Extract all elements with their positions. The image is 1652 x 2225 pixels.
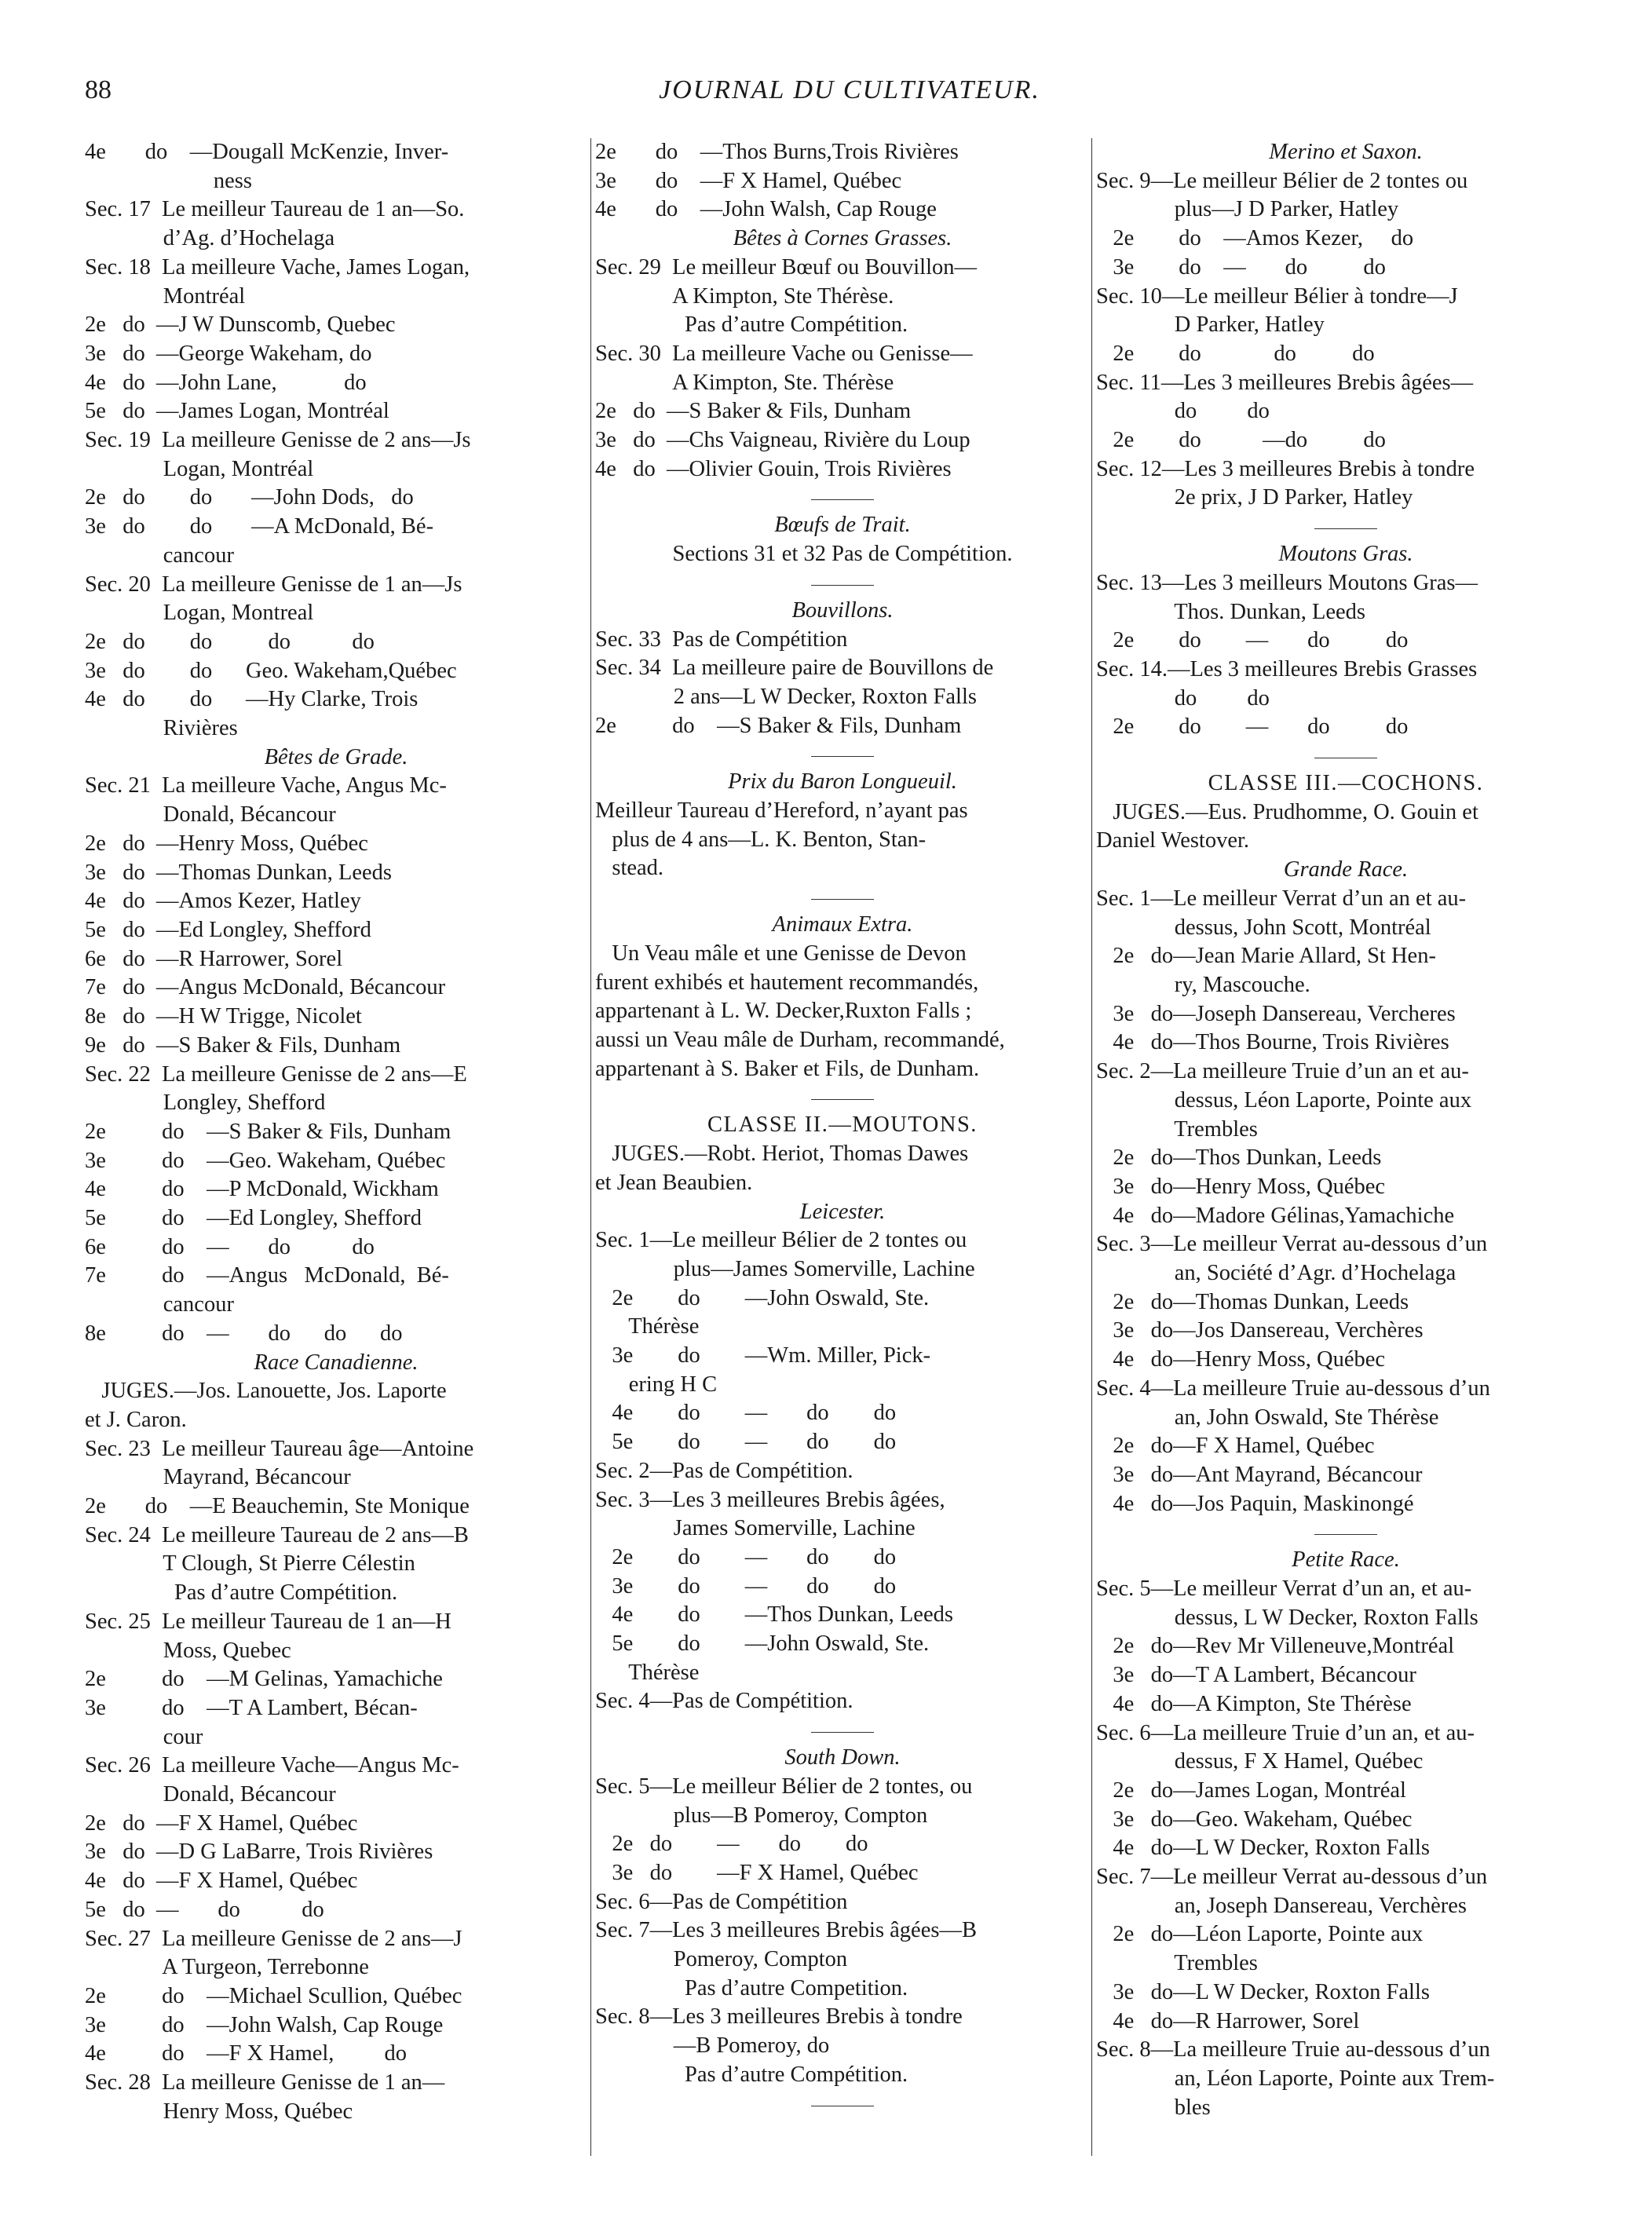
text-line: 3e do —Thomas Dunkan, Leeds bbox=[85, 860, 392, 885]
text-line: an, John Oswald, Ste Thérèse bbox=[1096, 1405, 1439, 1430]
text-line: 2 ans—L W Decker, Roxton Falls bbox=[595, 684, 977, 709]
text-line: stead. bbox=[595, 856, 664, 881]
text-line: 3e do—Henry Moss, Québec bbox=[1096, 1174, 1386, 1199]
text-line: Sec. 6—La meilleure Truie d’un an, et au- bbox=[1096, 1720, 1475, 1745]
section-heading: Race Canadienne. bbox=[254, 1350, 418, 1375]
text-line: Sec. 1—Le meilleur Bélier de 2 tontes ou bbox=[595, 1228, 967, 1253]
text-line: Sec. 11—Les 3 meilleures Brebis âgées— bbox=[1096, 370, 1474, 395]
text-line: 2e do —S Baker & Fils, Dunham bbox=[595, 399, 912, 424]
text-line: 6e do —R Harrower, Sorel bbox=[85, 946, 343, 971]
text-line: A Kimpton, Ste Thérèse. bbox=[595, 283, 894, 309]
text-line: aussi un Veau mâle de Durham, recommandé, bbox=[595, 1027, 1005, 1052]
text-line: 3e do —Wm. Miller, Pick- bbox=[595, 1343, 931, 1368]
section-heading: Petite Race. bbox=[1292, 1547, 1400, 1573]
text-line: 2e do —S Baker & Fils, Dunham bbox=[85, 1119, 451, 1144]
section-separator bbox=[1314, 528, 1377, 529]
text-line: 7e do —Angus McDonald, Bécancour bbox=[85, 975, 446, 1000]
text-line: appartenant à L. W. Decker,Ruxton Falls ; bbox=[595, 999, 972, 1024]
text-line: 3e do —F X Hamel, Québec bbox=[595, 1860, 919, 1885]
text-line: T Clough, St Pierre Célestin bbox=[85, 1551, 415, 1576]
text-line: Thos. Dunkan, Leeds bbox=[1096, 599, 1366, 624]
text-line: cancour bbox=[85, 543, 234, 568]
text-line: 8e do —H W Trigge, Nicolet bbox=[85, 1004, 362, 1029]
text-line: Sec. 4—La meilleure Truie au-dessous d’un bbox=[1096, 1376, 1490, 1401]
text-line: Daniel Westover. bbox=[1096, 828, 1250, 853]
section-heading: Bêtes à Cornes Grasses. bbox=[733, 226, 952, 251]
text-line: 2e do —F X Hamel, Québec bbox=[85, 1810, 358, 1836]
text-line: Sec. 25 Le meilleur Taureau de 1 an—H bbox=[85, 1609, 451, 1634]
text-line: Sec. 26 La meilleure Vache—Angus Mc- bbox=[85, 1753, 459, 1778]
text-line: 2e do —John Oswald, Ste. bbox=[595, 1285, 930, 1310]
text-line: Sec. 6—Pas de Compétition bbox=[595, 1889, 848, 1914]
text-line: Sec. 1—Le meilleur Verrat d’un an et au- bbox=[1096, 886, 1467, 911]
text-line: Sec. 18 La meilleure Vache, James Logan, bbox=[85, 254, 470, 279]
text-line: Moss, Quebec bbox=[85, 1638, 291, 1663]
text-line: 5e do —James Logan, Montréal bbox=[85, 399, 389, 424]
text-line: 4e do —F X Hamel, Québec bbox=[85, 1869, 358, 1894]
text-line: JUGES.—Eus. Prudhomme, O. Gouin et bbox=[1096, 799, 1478, 824]
text-line: 2e do —E Beauchemin, Ste Monique bbox=[85, 1494, 470, 1519]
text-line: 4e do — do do bbox=[595, 1401, 897, 1426]
section-heading: Bœufs de Trait. bbox=[774, 513, 911, 538]
column-right bbox=[1096, 138, 1595, 2179]
text-line: dessus, Léon Laporte, Pointe aux bbox=[1096, 1087, 1472, 1112]
section-heading: Prix du Baron Longueuil. bbox=[728, 769, 957, 795]
text-line: 2e do —do do bbox=[1096, 428, 1386, 453]
text-line: 3e do —T A Lambert, Bécan- bbox=[85, 1695, 418, 1720]
text-line: furent exhibés et hautement recommandés, bbox=[595, 970, 979, 995]
text-line: dessus, F X Hamel, Québec bbox=[1096, 1749, 1424, 1774]
text-line: cour bbox=[85, 1724, 203, 1749]
text-line: 4e do—Henry Moss, Québec bbox=[1096, 1347, 1386, 1372]
text-line: 4e do—L W Decker, Roxton Falls bbox=[1096, 1836, 1430, 1861]
text-line: Donald, Bécancour bbox=[85, 1782, 336, 1807]
text-line: Donald, Bécancour bbox=[85, 802, 336, 828]
text-line: Pas d’autre Compétition. bbox=[85, 1580, 398, 1606]
text-line: 4e do —Olivier Gouin, Trois Rivières bbox=[595, 456, 952, 481]
text-line: 3e do —D G LaBarre, Trois Rivières bbox=[85, 1840, 433, 1865]
text-line: Sec. 8—Les 3 meilleures Brebis à tondre bbox=[595, 2004, 963, 2030]
section-separator bbox=[811, 1099, 874, 1100]
text-line: 4e do—Jos Paquin, Maskinongé bbox=[1096, 1491, 1414, 1516]
text-line: bles bbox=[1096, 2095, 1211, 2120]
class-heading: CLASSE II.—MOUTONS. bbox=[707, 1112, 978, 1138]
text-line: Rivières bbox=[85, 716, 238, 741]
text-line: 2e do —S Baker & Fils, Dunham bbox=[595, 713, 962, 738]
text-line: Thérèse bbox=[595, 1314, 700, 1339]
text-line: Pas d’autre Compétition. bbox=[595, 2062, 908, 2087]
text-line: A Turgeon, Terrebonne bbox=[85, 1955, 369, 1980]
text-line: 2e do—Léon Laporte, Pointe aux bbox=[1096, 1922, 1424, 1947]
text-line: d’Ag. d’Hochelaga bbox=[85, 226, 335, 251]
text-line: 3e do—Joseph Dansereau, Vercheres bbox=[1096, 1001, 1456, 1026]
text-line: Sec. 28 La meilleure Genisse de 1 an— bbox=[85, 2070, 445, 2095]
text-line: 2e do—Thos Dunkan, Leeds bbox=[1096, 1145, 1382, 1171]
text-line: 3e do—Jos Dansereau, Verchères bbox=[1096, 1318, 1424, 1343]
text-line: 2e do — do do bbox=[1096, 714, 1409, 740]
text-line: 4e do—A Kimpton, Ste Thérèse bbox=[1096, 1691, 1412, 1716]
text-line: do do bbox=[1096, 685, 1270, 711]
text-line: 2e do—Rev Mr Villeneuve,Montréal bbox=[1096, 1634, 1455, 1659]
text-line: plus—J D Parker, Hatley bbox=[1096, 197, 1399, 222]
text-line: Sec. 8—La meilleure Truie au-dessous d’un bbox=[1096, 2037, 1490, 2062]
section-heading: Moutons Gras. bbox=[1278, 542, 1413, 567]
column-rule bbox=[590, 138, 591, 2156]
text-line: Sec. 33 Pas de Compétition bbox=[595, 627, 848, 652]
text-line: Sec. 7—Le meilleur Verrat au-dessous d’un bbox=[1096, 1865, 1488, 1890]
text-line: 4e do —Amos Kezer, Hatley bbox=[85, 889, 361, 914]
text-line: 2e do do —John Dods, do bbox=[85, 485, 414, 510]
text-line: A Kimpton, Ste. Thérèse bbox=[595, 370, 894, 395]
text-line: Sec. 5—Le meilleur Bélier de 2 tontes, ou bbox=[595, 1774, 973, 1799]
text-line: Pas d’autre Compétition. bbox=[595, 312, 908, 338]
text-line: 3e do do —A McDonald, Bé- bbox=[85, 514, 434, 539]
text-line: 2e do—James Logan, Montréal bbox=[1096, 1777, 1406, 1803]
text-line: 5e do —Ed Longley, Shefford bbox=[85, 917, 371, 942]
text-line: Sec. 3—Le meilleur Verrat au-dessous d’un bbox=[1096, 1232, 1488, 1257]
text-line: 4e do—Thos Bourne, Trois Rivières bbox=[1096, 1030, 1449, 1055]
text-line: Sec. 27 La meilleure Genisse de 2 ans—J bbox=[85, 1926, 462, 1951]
text-line: 6e do — do do bbox=[85, 1234, 375, 1259]
text-line: —B Pomeroy, do bbox=[595, 2033, 830, 2059]
text-line: Sec. 24 Le meilleure Taureau de 2 ans—B bbox=[85, 1522, 469, 1547]
text-line: James Somerville, Lachine bbox=[595, 1516, 916, 1541]
text-line: Un Veau mâle et une Genisse de Devon bbox=[595, 941, 967, 966]
section-heading: Merino et Saxon. bbox=[1269, 140, 1423, 164]
text-line: cancour bbox=[85, 1292, 234, 1317]
text-line: 5e do —Ed Longley, Shefford bbox=[85, 1206, 422, 1231]
text-line: 2e prix, J D Parker, Hatley bbox=[1096, 485, 1413, 510]
column-rule bbox=[1091, 138, 1092, 2156]
text-line: ry, Mascouche. bbox=[1096, 972, 1310, 997]
text-line: an, Société d’Agr. d’Hochelaga bbox=[1096, 1261, 1456, 1286]
text-line: Sec. 7—Les 3 meilleures Brebis âgées—B bbox=[595, 1918, 977, 1943]
text-line: Sec. 23 Le meilleur Taureau âge—Antoine bbox=[85, 1436, 474, 1461]
text-line: Logan, Montreal bbox=[85, 601, 314, 626]
text-line: an, Léon Laporte, Pointe aux Trem- bbox=[1096, 2066, 1495, 2091]
text-line: 5e do —John Oswald, Ste. bbox=[595, 1631, 930, 1657]
section-separator bbox=[811, 899, 874, 900]
text-line: 3e do—Ant Mayrand, Bécancour bbox=[1096, 1462, 1423, 1487]
text-line: Sec. 10—Le meilleur Bélier à tondre—J bbox=[1096, 283, 1458, 309]
text-line: Sec. 2—Pas de Compétition. bbox=[595, 1458, 853, 1483]
text-line: 3e do — do do bbox=[1096, 254, 1386, 279]
text-line: Sec. 13—Les 3 meilleurs Moutons Gras— bbox=[1096, 570, 1478, 595]
text-line: Sec. 12—Les 3 meilleures Brebis à tondre bbox=[1096, 456, 1475, 481]
text-line: 4e do—R Harrower, Sorel bbox=[1096, 2008, 1360, 2033]
text-line: 4e do —F X Hamel, do bbox=[85, 2041, 408, 2066]
text-line: D Parker, Hatley bbox=[1096, 312, 1325, 338]
text-line: 2e do — do do bbox=[595, 1832, 868, 1857]
text-line: plus de 4 ans—L. K. Benton, Stan- bbox=[595, 827, 927, 852]
text-line: Montréal bbox=[85, 283, 246, 309]
text-line: 3e do — do do bbox=[595, 1573, 897, 1598]
text-line: 4e do do —Hy Clarke, Trois bbox=[85, 687, 418, 712]
section-separator bbox=[811, 585, 874, 586]
text-line: Logan, Montréal bbox=[85, 456, 314, 481]
column-middle bbox=[595, 138, 1090, 2179]
text-line: 2e do do do bbox=[1096, 341, 1375, 366]
text-line: 3e do —Geo. Wakeham, Québec bbox=[85, 1148, 446, 1173]
text-line: 3e do do Geo. Wakeham,Québec bbox=[85, 658, 457, 683]
text-line: 4e do —John Walsh, Cap Rouge bbox=[595, 197, 937, 222]
text-line: et Jean Beaubien. bbox=[595, 1170, 753, 1195]
text-line: Sec. 3—Les 3 meilleures Brebis âgées, bbox=[595, 1487, 945, 1512]
text-line: 8e do — do do do bbox=[85, 1321, 403, 1346]
text-line: 2e do do do do bbox=[85, 629, 375, 654]
text-line: Sec. 5—Le meilleur Verrat d’un an, et au- bbox=[1096, 1576, 1472, 1602]
section-heading: Animaux Extra. bbox=[772, 912, 913, 937]
class-heading: CLASSE III.—COCHONS. bbox=[1208, 771, 1484, 796]
text-line: Sec. 17 Le meilleur Taureau de 1 an—So. bbox=[85, 197, 465, 222]
text-line: plus—James Somerville, Lachine bbox=[595, 1256, 975, 1281]
text-line: Sec. 34 La meilleure paire de Bouvillons de bbox=[595, 656, 994, 681]
text-line: 2e do—F X Hamel, Québec bbox=[1096, 1434, 1375, 1459]
text-line: Thérèse bbox=[595, 1660, 700, 1685]
text-line: 2e do —M Gelinas, Yamachiche bbox=[85, 1667, 443, 1692]
text-line: 2e do — do do bbox=[1096, 628, 1409, 653]
text-line: 4e do —Dougall McKenzie, Inver- bbox=[85, 140, 449, 164]
text-line: 4e do —Thos Dunkan, Leeds bbox=[595, 1602, 953, 1628]
text-line: Pas d’autre Competition. bbox=[595, 1975, 908, 2000]
text-line: 3e do —George Wakeham, do bbox=[85, 341, 372, 366]
text-line: 2e do —J W Dunscomb, Quebec bbox=[85, 312, 396, 338]
text-line: ering H C bbox=[595, 1372, 718, 1397]
text-line: Sec. 14.—Les 3 meilleures Brebis Grasses bbox=[1096, 656, 1478, 681]
text-line: 2e do—Jean Marie Allard, St Hen- bbox=[1096, 944, 1436, 969]
text-line: 5e do — do do bbox=[85, 1897, 324, 1922]
text-line: 9e do —S Baker & Fils, Dunham bbox=[85, 1032, 401, 1058]
text-line: 3e do—L W Decker, Roxton Falls bbox=[1096, 1979, 1430, 2004]
text-line: Sec. 19 La meilleure Genisse de 2 ans—Js bbox=[85, 428, 471, 453]
text-line: JUGES.—Robt. Heriot, Thomas Dawes bbox=[595, 1142, 969, 1167]
section-separator bbox=[811, 1732, 874, 1733]
text-line: 3e do —Chs Vaigneau, Rivière du Loup bbox=[595, 428, 970, 453]
text-line: Sec. 20 La meilleure Genisse de 1 an—Js bbox=[85, 572, 462, 597]
text-line: Sec. 2—La meilleure Truie d’un an et au- bbox=[1096, 1059, 1469, 1084]
text-line: 2e do — do do bbox=[595, 1544, 897, 1569]
page-number: 88 bbox=[85, 75, 111, 104]
text-line: 2e do —Michael Scullion, Québec bbox=[85, 1984, 462, 2008]
text-line: 4e do —John Lane, do bbox=[85, 370, 367, 395]
running-title: JOURNAL DU CULTIVATEUR. bbox=[659, 75, 1040, 104]
text-line: Trembles bbox=[1096, 1116, 1258, 1142]
text-line: Henry Moss, Québec bbox=[85, 2099, 353, 2124]
text-line: 3e do—Geo. Wakeham, Québec bbox=[1096, 1807, 1413, 1832]
text-line: et J. Caron. bbox=[85, 1407, 187, 1432]
text-line: Trembles bbox=[1096, 1951, 1258, 1976]
text-line: Longley, Shefford bbox=[85, 1091, 326, 1116]
text-line: Sec. 21 La meilleure Vache, Angus Mc- bbox=[85, 773, 447, 798]
text-line: 3e do —F X Hamel, Québec bbox=[595, 168, 902, 193]
section-heading: Bêtes de Grade. bbox=[264, 744, 408, 769]
text-line: plus—B Pomeroy, Compton bbox=[595, 1803, 928, 1828]
section-separator bbox=[811, 499, 874, 500]
text-line: Sec. 29 Le meilleur Bœuf ou Bouvillon— bbox=[595, 254, 978, 279]
section-heading: Bouvillons. bbox=[791, 597, 894, 623]
section-heading: Grande Race. bbox=[1283, 857, 1409, 882]
text-line: 2e do —Henry Moss, Québec bbox=[85, 831, 368, 856]
text-line: do do bbox=[1096, 399, 1270, 424]
text-line: 3e do —John Walsh, Cap Rouge bbox=[85, 2012, 444, 2037]
text-line: 5e do — do do bbox=[595, 1430, 897, 1455]
text-line: 2e do —Thos Burns,Trois Rivières bbox=[595, 140, 959, 164]
text-line: JUGES.—Jos. Lanouette, Jos. Laporte bbox=[85, 1379, 447, 1404]
text-line: 2e do —Amos Kezer, do bbox=[1096, 226, 1414, 251]
text-line: Sections 31 et 32 Pas de Compétition. bbox=[672, 542, 1013, 567]
text-line: dessus, L W Decker, Roxton Falls bbox=[1096, 1605, 1478, 1630]
column-left bbox=[85, 138, 587, 2179]
text-line: 3e do—T A Lambert, Bécancour bbox=[1096, 1663, 1416, 1688]
text-line: appartenant à S. Baker et Fils, de Dunham. bbox=[595, 1056, 980, 1081]
text-line: Meilleur Taureau d’Hereford, n’ayant pas bbox=[595, 798, 968, 824]
text-line: Sec. 4—Pas de Compétition. bbox=[595, 1689, 853, 1714]
text-line: Sec. 22 La meilleure Genisse de 2 ans—E bbox=[85, 1061, 467, 1087]
text-line: an, Joseph Dansereau, Verchères bbox=[1096, 1893, 1467, 1918]
text-line: ness bbox=[85, 168, 252, 193]
text-line: Pomeroy, Compton bbox=[595, 1947, 848, 1972]
text-line: Sec. 30 La meilleure Vache ou Genisse— bbox=[595, 341, 973, 366]
text-line: Sec. 9—Le meilleur Bélier de 2 tontes ou bbox=[1096, 168, 1468, 193]
text-line: 4e do—Madore Gélinas,Yamachiche bbox=[1096, 1203, 1455, 1228]
text-line: 7e do —Angus McDonald, Bé- bbox=[85, 1263, 449, 1288]
section-heading: South Down. bbox=[784, 1745, 901, 1770]
text-line: Mayrand, Bécancour bbox=[85, 1465, 351, 1490]
text-line: 2e do—Thomas Dunkan, Leeds bbox=[1096, 1289, 1409, 1314]
section-separator bbox=[811, 756, 874, 757]
page-header bbox=[85, 75, 1614, 119]
section-heading: Leicester. bbox=[799, 1199, 886, 1224]
text-line: 4e do —P McDonald, Wickham bbox=[85, 1177, 439, 1202]
text-line: dessus, John Scott, Montréal bbox=[1096, 915, 1431, 940]
section-separator bbox=[1314, 1534, 1377, 1535]
